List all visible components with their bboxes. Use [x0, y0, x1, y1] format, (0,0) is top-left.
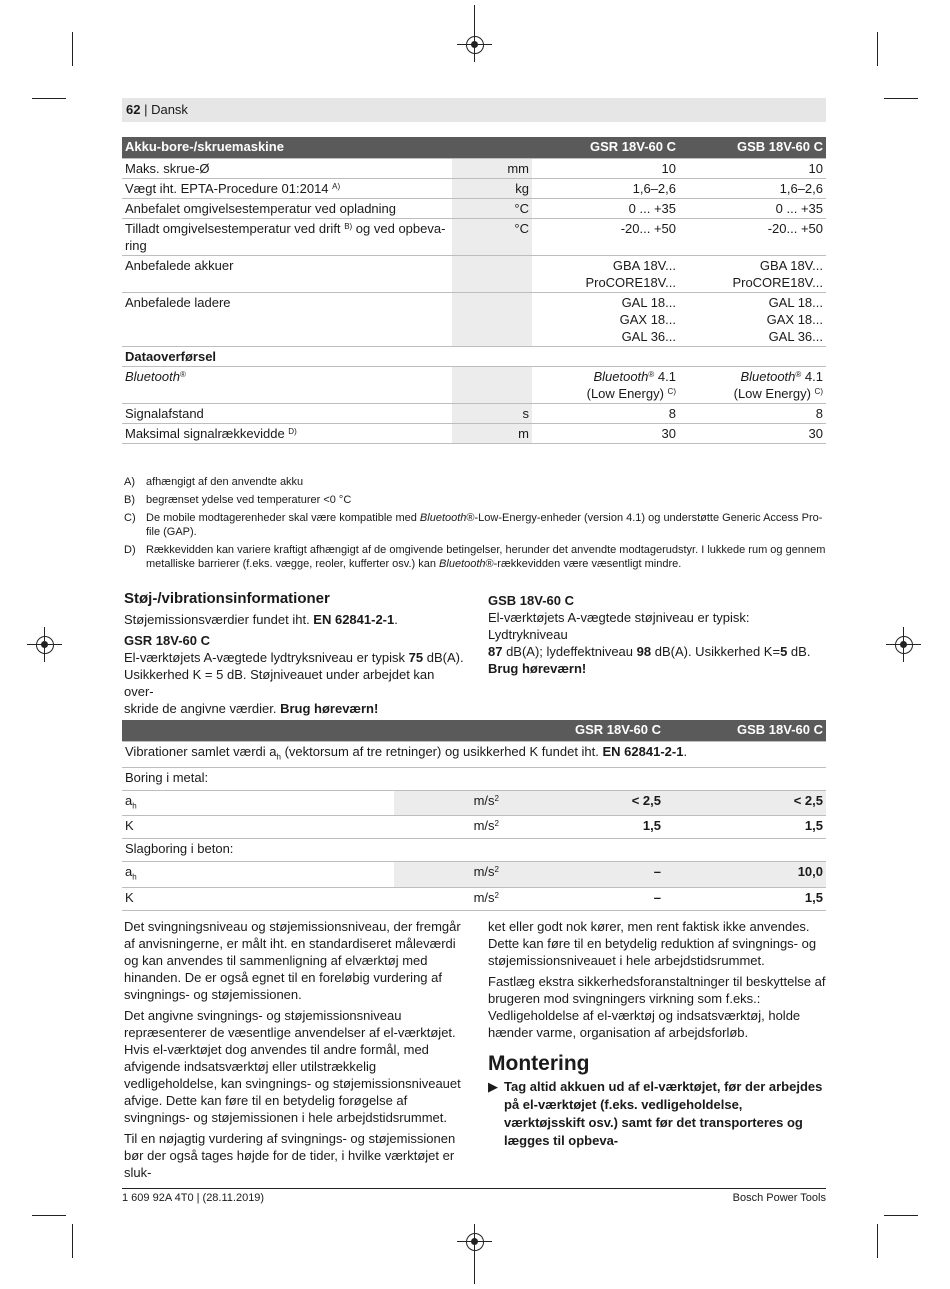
registration-mark-icon: [466, 1233, 484, 1251]
table-section-row: [122, 767, 826, 790]
cell-value: -20... +50: [532, 219, 679, 256]
bullet-text: Tag altid akkuen ud af el-værktøjet, før der arbejdes på el-værktøjet (f.eks. vedligeholdelse, værktøjsskift osv.) samt før det transporteres og lægges til opbeva-: [504, 1079, 823, 1148]
registration-mark-icon: [466, 36, 484, 54]
row-label: Anbefalet omgivelsestemperatur ved opladning: [122, 199, 452, 219]
table-row: [122, 742, 826, 768]
cell-value: 0 ... +35: [532, 199, 679, 219]
cell-value: 30: [532, 424, 679, 444]
crop-mark: [72, 32, 73, 66]
row-unit: $m/s^2$: [394, 862, 502, 888]
footer-right: Bosch Power Tools: [732, 1192, 826, 1204]
cell-value: < 2,5: [664, 790, 826, 816]
cell-value: –: [502, 862, 664, 888]
footnotes: [124, 475, 826, 575]
cell-value: 8: [532, 404, 679, 424]
row-unit: °C: [452, 199, 532, 219]
table-row: [122, 367, 826, 404]
warning-text: Brug høreværn!: [488, 661, 587, 676]
table-row: [122, 887, 826, 910]
paragraph: Det angivne svingnings- og støjemissionsniveau repræsenterer de væsentlige anvendelser af el-værktøjet. Hvis el-værktøjet dog anvendes til andre formål, med afvigende indsatsværktøj eller utilstrækkelig vedligeholdelse, kan svingnings- og støjemissionsniveauet afvige. Dette kan føre til en betydelig forøgelse af svingnings- og støjemissionen i hele arbejdstidsrummet.: [124, 1008, 461, 1125]
cell-value: GBA 18V... ProCORE18V...: [679, 256, 826, 293]
header-cell: GSB 18V-60 C: [679, 137, 826, 159]
table-row: [122, 816, 826, 839]
crop-mark: [877, 32, 878, 66]
page-header: 62 | Dansk: [122, 98, 826, 122]
row-label: Signalafstand: [122, 404, 452, 424]
bullet-arrow-icon: ▶: [488, 1079, 498, 1094]
cell-value: 1,6–2,6: [679, 179, 826, 199]
cell-value: < 2,5: [502, 790, 664, 816]
row-unit: °C: [452, 219, 532, 256]
row-label: Maks. skrue-Ø: [122, 159, 452, 179]
header-cell: GSB 18V-60 C: [664, 720, 826, 742]
crop-mark: [877, 1224, 878, 1258]
section-title: Støj-/vibrationsinformationer: [124, 590, 330, 607]
registration-mark-icon: [895, 636, 913, 654]
subsection-title: GSR 18V-60 C: [124, 633, 210, 648]
row-label: Anbefalede akkuer: [122, 256, 452, 293]
cell-value: Bluetooth® 4.1 (Low Energy) $^{C)}$: [679, 367, 826, 404]
vibration-table: [122, 720, 826, 911]
crop-mark: [72, 1224, 73, 1258]
row-unit: mm: [452, 159, 532, 179]
table-section-row: [122, 347, 826, 367]
row-label: K: [122, 816, 394, 839]
page-number: 62: [126, 102, 141, 117]
row-label: $a_h$: [122, 790, 394, 816]
section-label: Dataoverførsel: [122, 347, 826, 367]
table-row: [122, 179, 826, 199]
row-unit: s: [452, 404, 532, 424]
noise-info-right: [488, 592, 828, 677]
table-row: [122, 159, 826, 179]
footnote: C) De mobile modtagerenheder skal være kompatible med Bluetooth®-Low-Energy-enheder (version 4.1) og understøtte Generic Access Pro- file (GAP).: [124, 512, 823, 538]
cell-value: Bluetooth® 4.1 (Low Energy) $^{C)}$: [532, 367, 679, 404]
footnote: A) afhængigt af den anvendte akku: [124, 476, 304, 488]
footnote: B) begrænset ydelse ved temperaturer <0 °C: [124, 494, 352, 506]
table-row: [122, 199, 826, 219]
cell-value: 10: [679, 159, 826, 179]
row-unit: $m/s^2$: [394, 887, 502, 910]
row-unit: $m/s^2$: [394, 816, 502, 839]
noise-intro: Støjemissionsværdier fundet iht. EN 62841-2-1.: [124, 612, 398, 627]
paragraph: El-værktøjets A-vægtede støjniveau er typisk: Lydtrykniveau 87 dB(A); lydeffektniveau 98 dB(A). Usikkerhed K=5 dB.: [488, 610, 811, 659]
cell-value: GAL 18... GAX 18... GAL 36...: [532, 293, 679, 347]
group-label: Slagboring i beton:: [122, 839, 826, 862]
spec-table-header: [122, 137, 826, 159]
noise-info-left: [124, 590, 464, 717]
row-label: Bluetooth®: [122, 367, 452, 404]
body-left-column: [124, 918, 464, 1185]
cell-value: -20... +50: [679, 219, 826, 256]
row-unit: $m/s^2$: [394, 790, 502, 816]
table-section-row: [122, 839, 826, 862]
row-unit: m: [452, 424, 532, 444]
paragraph: Til en nøjagtig vurdering af svingnings- og støjemissionen bør der også tages højde for de tider, i hvilke værktøjet er sluk-: [124, 1131, 456, 1180]
paragraph: Det svingningsniveau og støjemissionsniveau, der fremgår af anvisningerne, er målt iht. en standardiseret måleværdi og kan anvendes til sammenligning af elværktøj med hinanden. De er også egnet til en foreløbig vurdering af svingnings- og støjemissionen.: [124, 919, 461, 1002]
table-row: [122, 256, 826, 293]
section-heading: Montering: [488, 1052, 590, 1075]
table-row: [122, 862, 826, 888]
paragraph: El-værktøjets A-vægtede lydtryksniveau er typisk 75 dB(A). Usikkerhed K = 5 dB. Støjniveauet under arbejdet kan over- skride de angivne værdier. Brug høreværn!: [124, 650, 464, 716]
table-row: [122, 293, 826, 347]
cell-value: –: [502, 887, 664, 910]
registration-mark-icon: [36, 636, 54, 654]
header-cell: Akku-bore-/skruemaskine: [122, 137, 452, 159]
page-footer: [122, 1188, 826, 1204]
cell-value: 0 ... +35: [679, 199, 826, 219]
cell-value: 8: [679, 404, 826, 424]
group-label: Boring i metal:: [122, 767, 826, 790]
row-label: Tilladt omgivelsestemperatur ved drift $^{B)}$ og ved opbeva- ring: [122, 219, 452, 256]
table-row: [122, 424, 826, 444]
paragraph: ket eller godt nok kører, men rent faktisk ikke anvendes. Dette kan føre til en betydelig reduktion af svingnings- og støjemissionsniveauet i hele arbejdstidsrummet.: [488, 919, 817, 968]
vibration-table-header: [122, 720, 826, 742]
crop-mark: [884, 98, 918, 99]
paragraph: Fastlæg ekstra sikkerhedsforanstaltninger til beskyttelse af brugeren mod svingningers virkning som f.eks.: Vedligeholdelse af el-værktøj og indsatsværktøj, holde hænder varme, organisation af arbejdsforløb.: [488, 974, 826, 1040]
subsection-title: GSB 18V-60 C: [488, 593, 574, 608]
body-right-column: [488, 918, 826, 1150]
cell-value: 1,5: [664, 887, 826, 910]
cell-value: GAL 18... GAX 18... GAL 36...: [679, 293, 826, 347]
cell-value: 10,0: [664, 862, 826, 888]
crop-mark: [32, 98, 66, 99]
crop-mark: [884, 1215, 918, 1216]
row-label: Vægt iht. EPTA-Procedure 01:2014 $^{A)}$: [122, 179, 452, 199]
footnote: D) Rækkevidden kan variere kraftigt afhængigt af de omgivende betingelser, herunder det anvendte modtagerudstyr. I lukkede rum og gennem metalliske barrierer (f.eks. vægge, reoler, kufferter osv.) kan Bluetooth®-rækkevidden være væsentligt mindre.: [124, 544, 826, 570]
row-label: Maksimal signalrækkevidde $^{D)}$: [122, 424, 452, 444]
spec-table: [122, 137, 826, 444]
list-item: [488, 1078, 826, 1150]
row-label: $a_h$: [122, 862, 394, 888]
table-row: [122, 790, 826, 816]
vibration-description: Vibrationer samlet værdi $a_h$ (vektorsum af tre retninger) og usikkerhed K fundet iht. EN 62841-2-1.: [122, 742, 826, 768]
row-unit: kg: [452, 179, 532, 199]
cell-value: 1,5: [664, 816, 826, 839]
cell-value: GBA 18V... ProCORE18V...: [532, 256, 679, 293]
table-row: [122, 404, 826, 424]
header-cell: GSR 18V-60 C: [532, 137, 679, 159]
row-label: Anbefalede ladere: [122, 293, 452, 347]
cell-value: 30: [679, 424, 826, 444]
crop-mark: [32, 1215, 66, 1216]
header-cell: GSR 18V-60 C: [502, 720, 664, 742]
cell-value: 1,5: [502, 816, 664, 839]
table-row: [122, 219, 826, 256]
footer-left: 1 609 92A 4T0 | (28.11.2019): [122, 1192, 265, 1204]
page-section: Dansk: [151, 102, 188, 117]
row-label: K: [122, 887, 394, 910]
cell-value: 10: [532, 159, 679, 179]
cell-value: 1,6–2,6: [532, 179, 679, 199]
